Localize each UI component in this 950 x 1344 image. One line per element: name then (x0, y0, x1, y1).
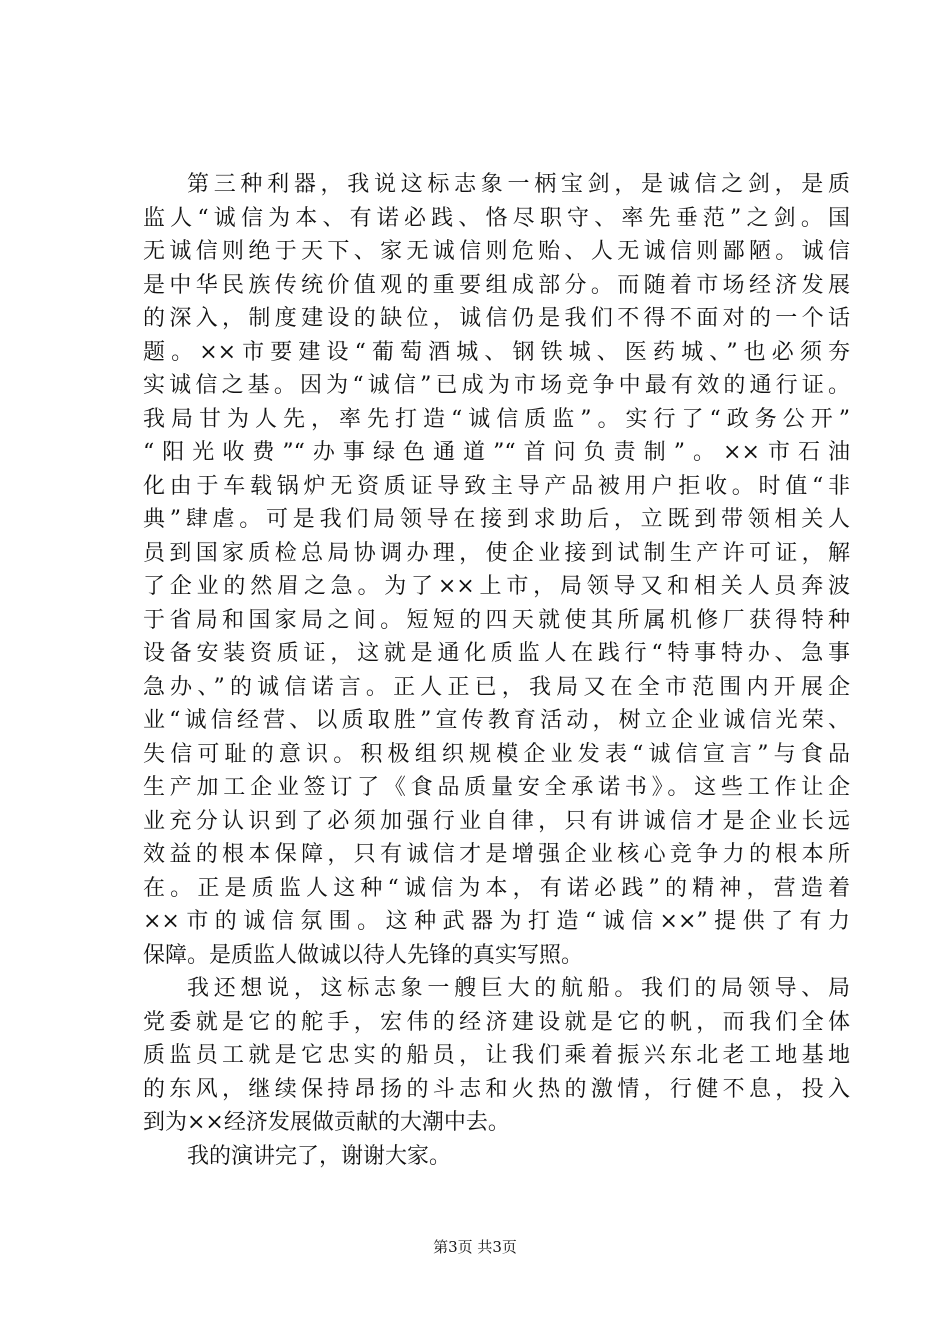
paragraph-2-line-5: 到为××经济发展做贡献的大潮中去。 (143, 1110, 510, 1135)
paragraph-1-line-17: 业“诚信经营、以质取胜”宣传教育活动，树立企业诚信光荣、 (143, 708, 850, 733)
paragraph-1-line-14: 于省局和国家局之间。短短的四天就使其所属机修厂获得特种 (143, 607, 850, 633)
paragraph-1-line-4: 是中华民族传统价值观的重要组成部分。而随着市场经济发展 (143, 272, 850, 298)
page-footer: 第3页 共3页 (433, 1238, 517, 1256)
paragraph-1-line-16: 急办、”的诚信诺言。正人正已，我局又在全市范围内开展企 (143, 674, 850, 700)
paragraph-1-line-23: ××市的诚信氛围。这种武器为打造“诚信××”提供了有力 (143, 909, 850, 934)
paragraph-1-line-24: 保障。是质监人做诚以待人先锋的真实写照。 (143, 942, 584, 968)
paragraph-1-line-1: 第三种利器，我说这标志象一柄宝剑，是诚信之剑，是质 (187, 172, 850, 197)
paragraph-1-line-2: 监人“诚信为本、有诺必践、恪尽职守、率先垂范”之剑。国 (143, 205, 850, 231)
paragraph-1-line-13: 了企业的然眉之急。为了××上市，局领导又和相关人员奔波 (143, 574, 850, 599)
paragraph-1-line-6: 题。××市要建设“葡萄酒城、钢铁城、医药城、”也必须夯 (143, 339, 850, 365)
paragraph-1-line-8: 我局甘为人先，率先打造“诚信质监”。实行了“政务公开” (143, 406, 850, 432)
paragraph-1-line-22: 在。正是质监人这种“诚信为本，有诺必践”的精神，营造着 (143, 875, 850, 901)
paragraph-1-line-5: 的深入，制度建设的缺位，诚信仍是我们不得不面对的一个话 (143, 306, 850, 331)
paragraph-1-line-19: 生产加工企业签订了《食品质量安全承诺书》。这些工作让企 (143, 775, 850, 800)
paragraph-1-line-9: “阳光收费”“办事绿色通道”“首问负责制”。××市石油 (143, 440, 850, 465)
paragraph-2-line-4: 的东风，继续保持昂扬的斗志和火热的激情，行健不息，投入 (143, 1076, 850, 1102)
paragraph-2-line-2: 党委就是它的舵手，宏伟的经济建设就是它的帆，而我们全体 (143, 1009, 850, 1035)
paragraph-2-line-3: 质监员工就是它忠实的船员，让我们乘着振兴东北老工地基地 (143, 1043, 850, 1068)
paragraph-1-line-20: 业充分认识到了必须加强行业自律，只有讲诚信才是企业长远 (143, 808, 850, 834)
paragraph-1-line-10: 化由于车载锅炉无资质证导致主导产品被用户拒收。时值“非 (143, 473, 850, 499)
document-body (143, 168, 850, 1173)
paragraph-1-line-3: 无诚信则绝于天下、家无诚信则危贻、人无诚信则鄙陋。诚信 (143, 239, 850, 264)
paragraph-1-line-12: 员到国家质检总局协调办理，使企业接到试制生产许可证，解 (143, 540, 850, 566)
paragraph-1-line-15: 设备安装资质证，这就是通化质监人在践行“特事特办、急事 (143, 641, 850, 666)
paragraph-1-line-7: 实诚信之基。因为“诚信”已成为市场竞争中最有效的通行证。 (143, 373, 850, 398)
paragraph-1-line-11: 典”肆虐。可是我们局领导在接到求助后，立既到带领相关人 (143, 507, 850, 532)
paragraph-1-line-18: 失信可耻的意识。积极组织规模企业发表“诚信宣言”与食品 (143, 741, 850, 767)
paragraph-2-line-1: 我还想说，这标志象一艘巨大的航船。我们的局领导、局 (187, 976, 850, 1001)
paragraph-3-line-1: 我的演讲完了，谢谢大家。 (187, 1143, 452, 1169)
paragraph-1-line-21: 效益的根本保障，只有诚信才是增强企业核心竞争力的根本所 (143, 842, 850, 867)
